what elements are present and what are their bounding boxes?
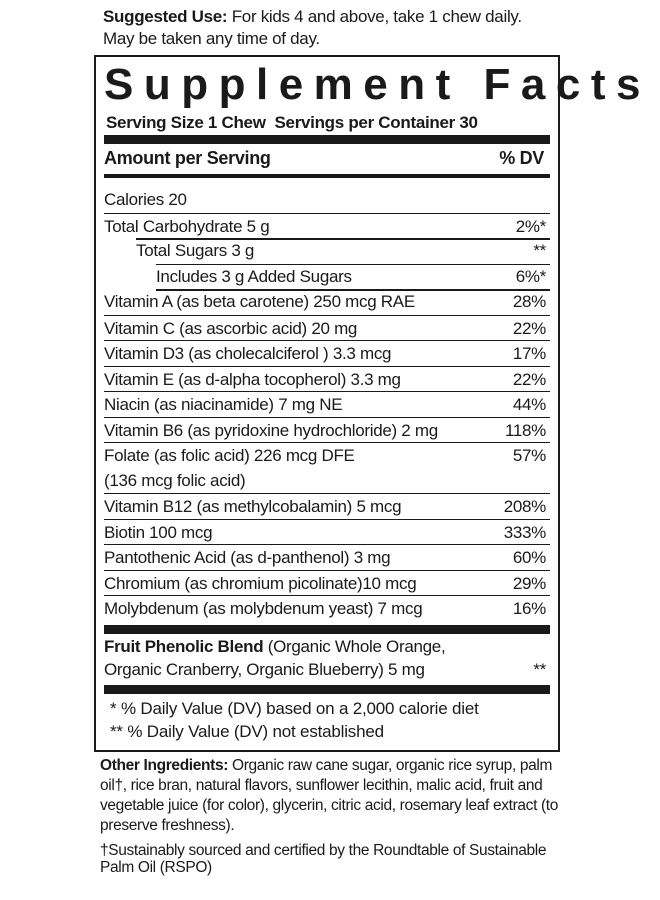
suggested-use-line2: May be taken any time of day. [103,29,320,48]
nutrient-dv: 29% [512,573,546,593]
nutrient-name: Vitamin A (as beta carotene) 250 mcg RAE [104,292,415,311]
nutrient-row [104,442,550,493]
nutrient-name: Total Sugars 3 g [136,241,255,260]
suggested-use [103,6,583,50]
nutrient-dv: 208% [503,497,546,516]
nutrient-name: Chromium (as chromium picolinate)10 mcg [104,573,417,593]
row-divider [156,289,550,291]
nutrient-name: Vitamin D3 (as cholecalciferol ) 3.3 mcg [104,344,392,363]
nutrient-name: Calories 20 [104,190,187,209]
nutrient-dv: 2%* [515,216,546,236]
nutrient-dv: 22% [512,318,546,338]
nutrient-dv: 60% [512,548,546,567]
blend-dv: ** [533,660,546,679]
divider-medium [104,174,550,178]
blend-desc1: (Organic Whole Orange, [263,637,446,656]
nutrient-name: Vitamin C (as ascorbic acid) 20 mg [104,318,358,338]
nutrient-name: Niacin (as niacinamide) 7 mg NE [104,395,343,414]
other-ingredients-label: Other Ingredients: [100,757,229,774]
divider-thick [104,685,550,694]
rspo-note: †Sustainably sourced and certified by the Roundtable of Sustainable Palm Oil (RSPO) [100,842,547,876]
footnote-single-star: * % Daily Value (DV) based on a 2,000 calorie diet [110,699,479,718]
nutrient-name-continued: (136 mcg folic acid) [104,471,246,490]
nutrient-dv: 44% [512,395,546,414]
nutrient-dv: 57% [512,446,546,465]
serving-info [106,113,478,133]
nutrient-row [104,544,550,570]
nutrient-name: Pantothenic Acid (as d-panthenol) 3 mg [104,548,391,567]
nutrient-name: Vitamin E (as d-alpha tocopherol) 3.3 mg [104,369,401,389]
nutrient-dv: 118% [504,420,546,440]
suggested-use-line1: For kids 4 and above, take 1 chew daily. [227,7,522,26]
nutrient-rows [104,187,550,621]
panel-title: Supplement Facts [104,60,651,109]
serving-size: Serving Size 1 Chew [106,113,266,132]
divider-thick [104,135,550,144]
footnotes [110,697,479,743]
amount-per-serving-header: Amount per Serving [104,148,271,168]
other-ingredients [100,756,560,836]
nutrient-row [104,595,550,621]
nutrient-row [104,519,550,545]
nutrient-name: Includes 3 g Added Sugars [156,266,352,286]
divider-thick [104,625,550,634]
nutrient-row [104,289,550,315]
row-divider [136,238,550,240]
nutrient-row [104,264,550,290]
supplement-facts-panel [94,55,651,752]
nutrient-row [104,391,550,417]
nutrient-row [104,366,550,392]
column-header [104,145,550,171]
nutrient-row [104,187,550,213]
nutrient-dv: ** [533,241,546,260]
nutrient-name: Vitamin B6 (as pyridoxine hydrochloride) 2 mg [104,420,438,440]
suggested-use-label: Suggested Use: [103,7,228,26]
blend-desc2: Organic Cranberry, Organic Blueberry) 5 mg [104,660,425,679]
servings-per-container: Servings per Container 30 [274,113,478,132]
nutrient-name: Biotin 100 mcg [104,522,213,542]
nutrient-row [104,417,550,443]
nutrient-dv: 6%* [515,266,546,286]
footnote-double-star: ** % Daily Value (DV) not established [110,722,384,741]
other-ingredients-text: Organic raw cane sugar, organic rice syrup, palm oil†, rice bran, natural flavors, sunflower lecithin, malic acid, fruit and vegetable juice (for color), glycerin, citric acid, rosemary leaf extract (to preserve freshness). [100,757,559,834]
nutrient-row [104,213,550,239]
nutrient-dv: 333% [503,522,546,542]
nutrient-row [104,493,550,519]
nutrient-name: Molybdenum (as molybdenum yeast) 7 mcg [104,599,423,618]
nutrient-row [104,315,550,341]
nutrient-dv: 28% [512,292,546,311]
nutrient-row [104,570,550,596]
blend-name: Fruit Phenolic Blend [104,637,264,656]
nutrient-dv: 22% [512,369,546,389]
nutrient-row [104,340,550,366]
row-divider [156,264,550,266]
nutrient-name: Vitamin B12 (as methylcobalamin) 5 mcg [104,497,402,516]
nutrient-dv: 17% [512,344,546,363]
nutrient-dv: 16% [512,599,546,618]
nutrient-name: Folate (as folic acid) 226 mcg DFE [104,446,355,465]
dv-header: % DV [499,148,544,168]
nutrient-name: Total Carbohydrate 5 g [104,216,270,236]
fruit-phenolic-blend-row [104,635,550,681]
nutrient-row [104,238,550,264]
